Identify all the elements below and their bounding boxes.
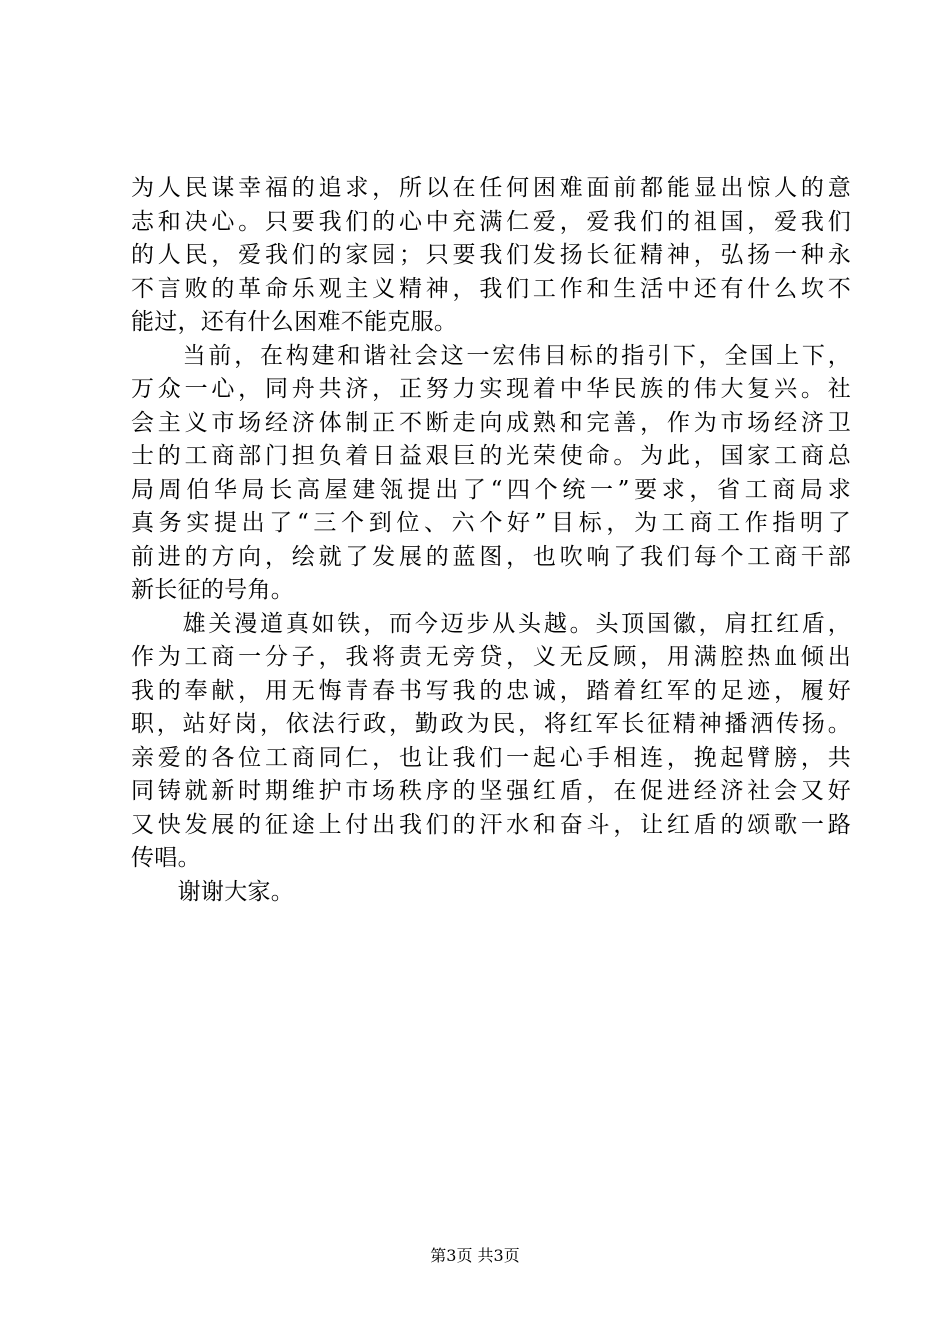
text-line: 万众一心，同舟共济，正努力实现着中华民族的伟大复兴。社 <box>131 376 851 402</box>
text-line: 前进的方向，绘就了发展的蓝图，也吹响了我们每个工商干部 <box>131 543 851 570</box>
text-line: 作为工商一分子，我将责无旁贷，义无反顾，用满腔热血倾出 <box>131 644 851 670</box>
text-line: 当前，在构建和谐社会这一宏伟目标的指引下，全国上下， <box>131 342 851 369</box>
text-line: 谢谢大家。 <box>131 878 295 905</box>
text-line: 同铸就新时期维护市场秩序的坚强红盾，在促进经济社会又好 <box>131 778 851 804</box>
text-line: 的人民，爱我们的家园；只要我们发扬长征精神，弘扬一种永 <box>131 242 851 268</box>
text-line: 真务实提出了“三个到位、六个好”目标，为工商工作指明了 <box>131 510 851 536</box>
text-line: 会主义市场经济体制正不断走向成熟和完善，作为市场经济卫 <box>131 409 851 436</box>
text-line: 为人民谋幸福的追求，所以在任何困难面前都能显出惊人的意 <box>131 175 851 201</box>
text-line: 又快发展的征途上付出我们的汗水和奋斗，让红盾的颂歌一路 <box>131 811 851 838</box>
text-line: 能过，还有什么困难不能克服。 <box>131 309 458 335</box>
text-line: 不言败的革命乐观主义精神，我们工作和生活中还有什么坎不 <box>131 275 851 302</box>
text-line: 士的工商部门担负着日益艰巨的光荣使命。为此，国家工商总 <box>131 443 851 469</box>
page-footer: 第3页 共3页 <box>430 1246 520 1265</box>
text-line: 传唱。 <box>131 845 201 871</box>
text-line: 志和决心。只要我们的心中充满仁爱，爱我们的祖国，爱我们 <box>131 208 851 235</box>
text-line: 亲爱的各位工商同仁，也让我们一起心手相连，挽起臂膀，共 <box>131 744 851 771</box>
text-line: 职，站好岗，依法行政，勤政为民，将红军长征精神播洒传扬。 <box>131 711 851 737</box>
text-line: 雄关漫道真如铁，而今迈步从头越。头顶国徽，肩扛红盾， <box>131 610 851 637</box>
text-line: 新长征的号角。 <box>131 577 295 603</box>
text-line: 局周伯华局长高屋建瓴提出了“四个统一”要求，省工商局求 <box>131 476 851 503</box>
text-line: 我的奉献，用无悔青春书写我的忠诚，踏着红军的足迹，履好 <box>131 677 851 704</box>
body-text <box>131 172 851 909</box>
